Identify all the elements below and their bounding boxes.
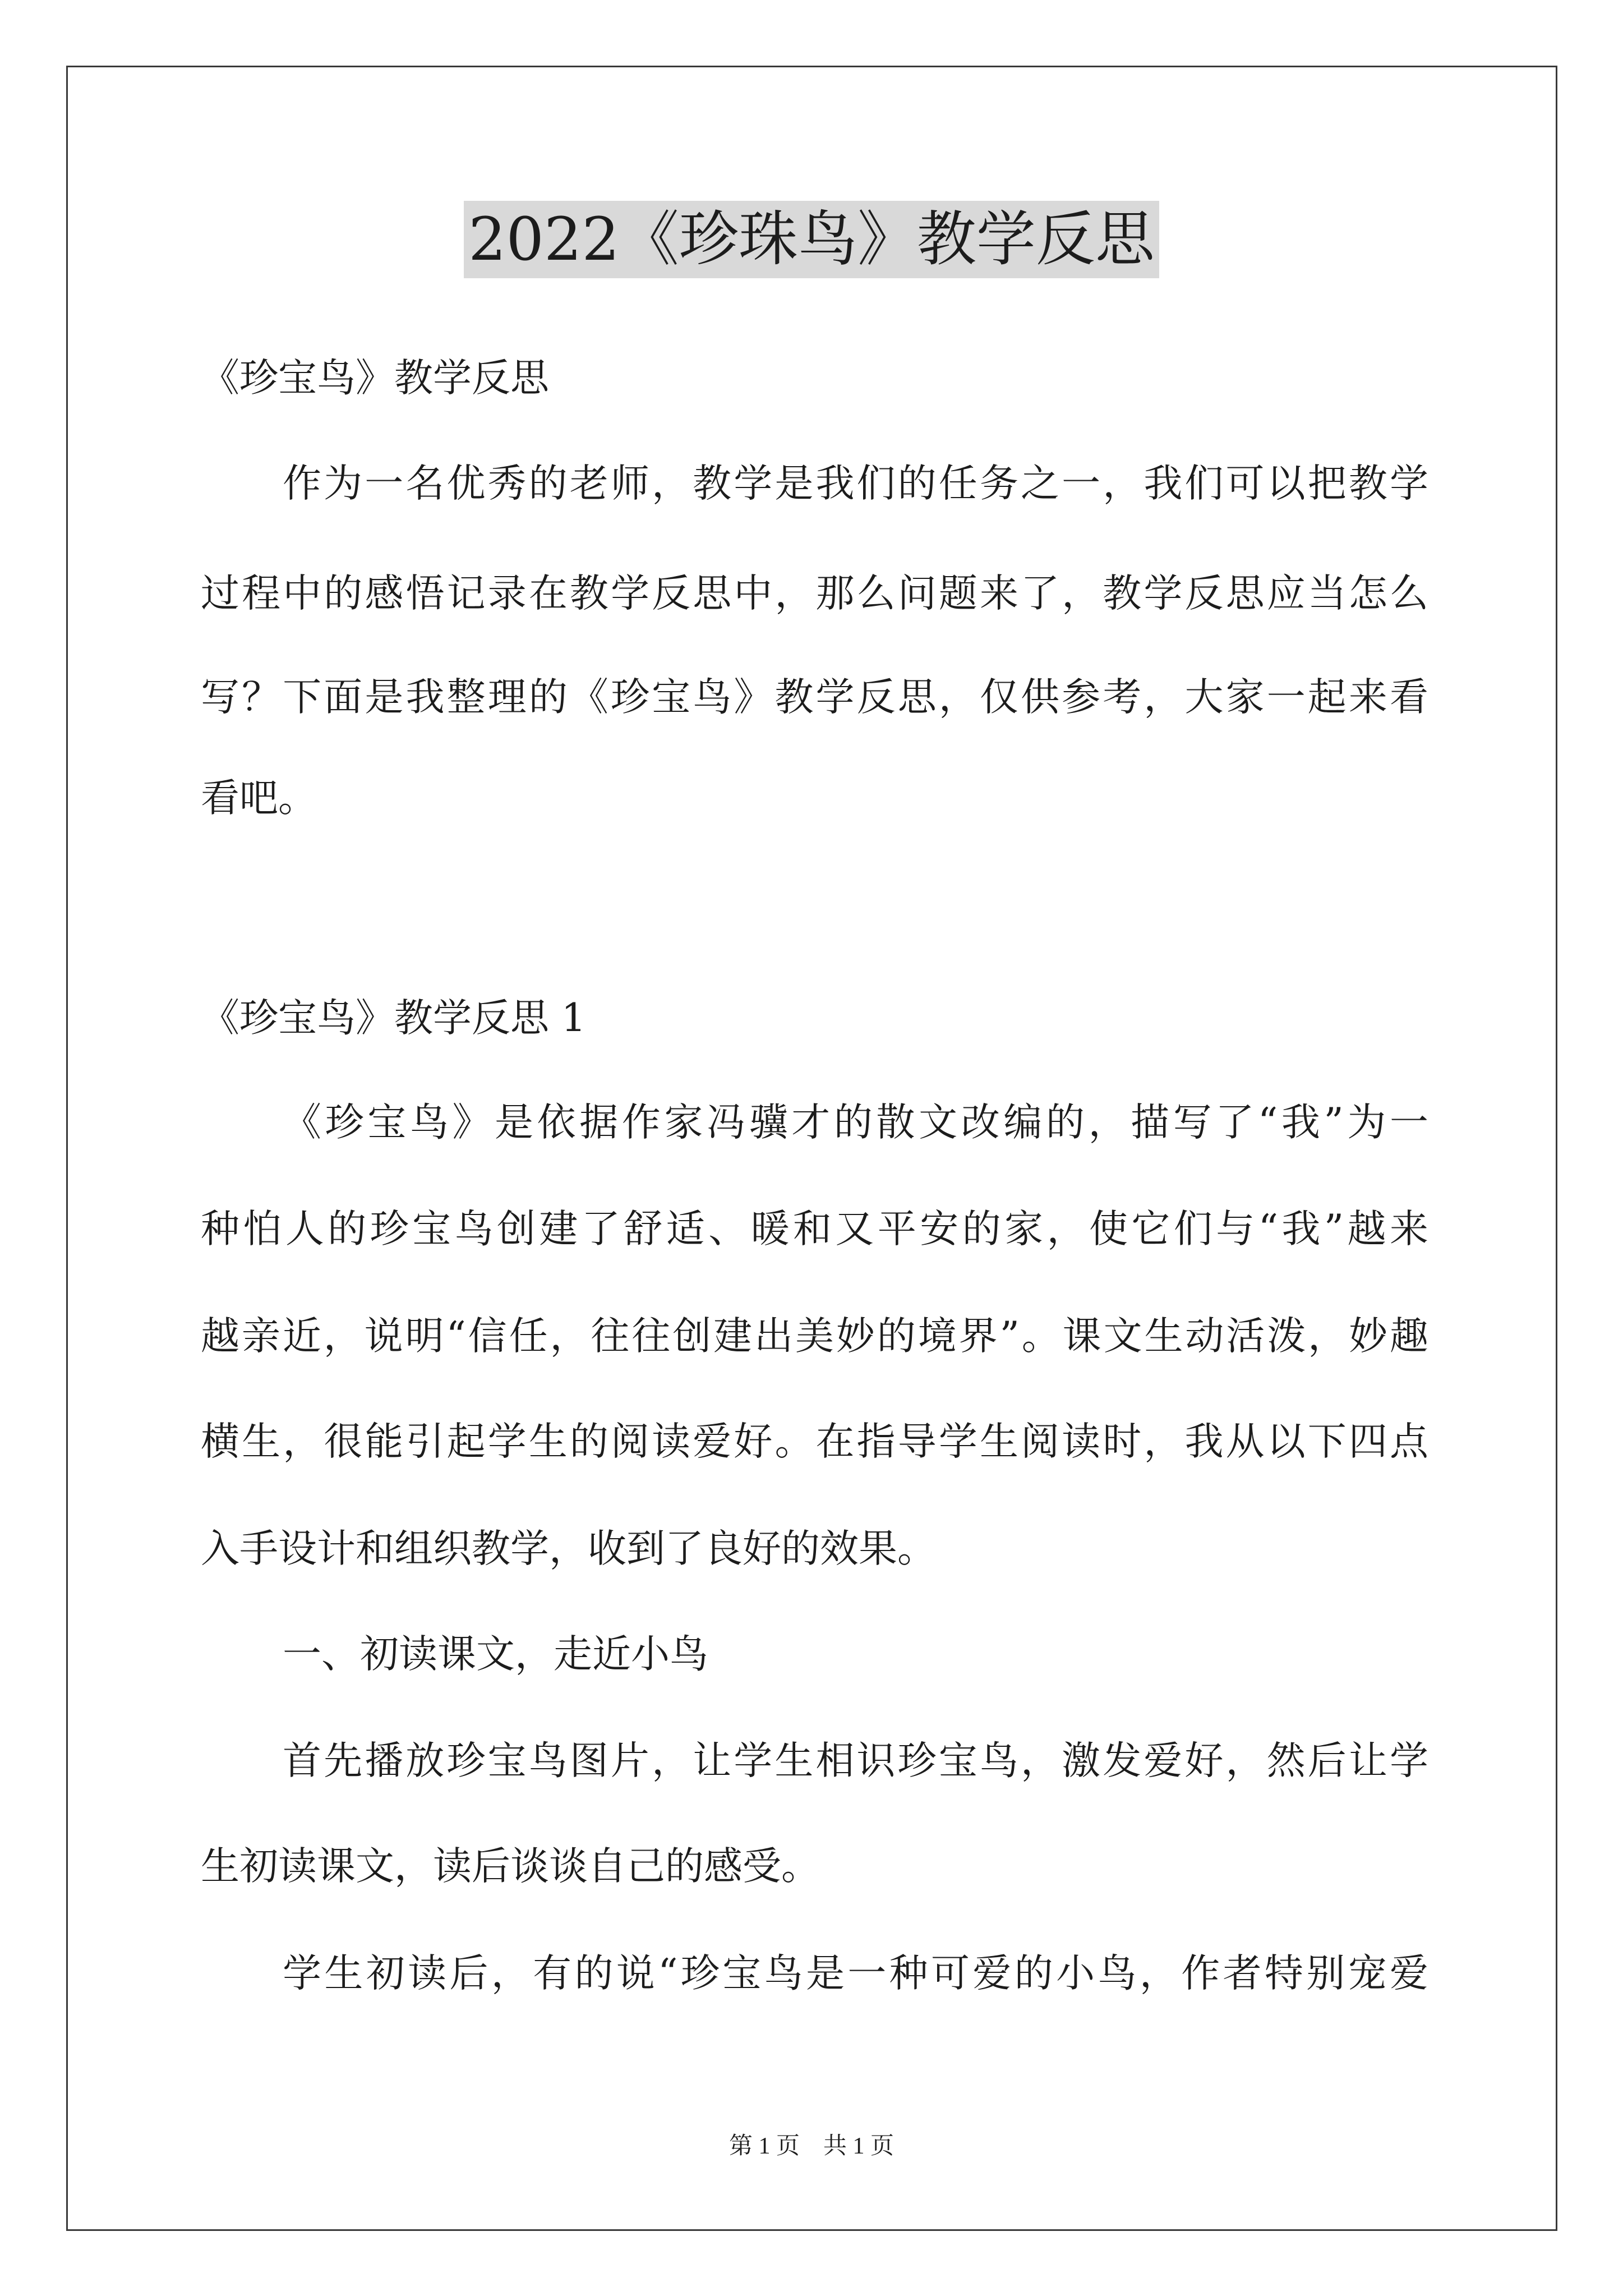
paragraph-line: 首先播放珍宝鸟图片，让学生相识珍宝鸟，激发爱好，然后让学	[283, 1738, 1428, 1783]
document-title: 2022《珍珠鸟》教学反思	[464, 201, 1159, 278]
title-container	[0, 201, 1623, 278]
paragraph-line: 种怕人的珍宝鸟创建了舒适、暖和又平安的家，使它们与“我”越来	[201, 1207, 1428, 1251]
page-number-footer: 第 1 页 共 1 页	[728, 2133, 894, 2159]
paragraph-line: 作为一名优秀的老师，教学是我们的任务之一，我们可以把教学	[283, 461, 1428, 506]
document-subtitle: 《珍宝鸟》教学反思	[201, 356, 549, 401]
paragraph-line: 《珍宝鸟》是依据作家冯骥才的散文改编的，描写了“我”为一	[283, 1100, 1428, 1145]
point-heading: 一、初读课文，走近小鸟	[283, 1632, 708, 1677]
paragraph-line: 学生初读后，有的说“珍宝鸟是一种可爱的小鸟，作者特别宠爱	[283, 1951, 1428, 1996]
section-heading: 《珍宝鸟》教学反思 1	[201, 996, 586, 1041]
paragraph-line: 写？下面是我整理的《珍宝鸟》教学反思，仅供参考，大家一起来看	[201, 675, 1428, 720]
paragraph-line: 生初读课文，读后谈谈自己的感受。	[201, 1844, 820, 1889]
paragraph-line: 过程中的感悟记录在教学反思中，那么问题来了，教学反思应当怎么	[201, 571, 1428, 616]
paragraph-line: 越亲近，说明“信任，往往创建出美妙的境界”。课文生动活泼，妙趣	[201, 1314, 1428, 1359]
paragraph-line: 入手设计和组织教学，收到了良好的效果。	[201, 1526, 936, 1571]
paragraph-line: 看吧。	[201, 776, 317, 821]
paragraph-line: 横生，很能引起学生的阅读爱好。在指导学生阅读时，我从以下四点	[201, 1419, 1428, 1464]
